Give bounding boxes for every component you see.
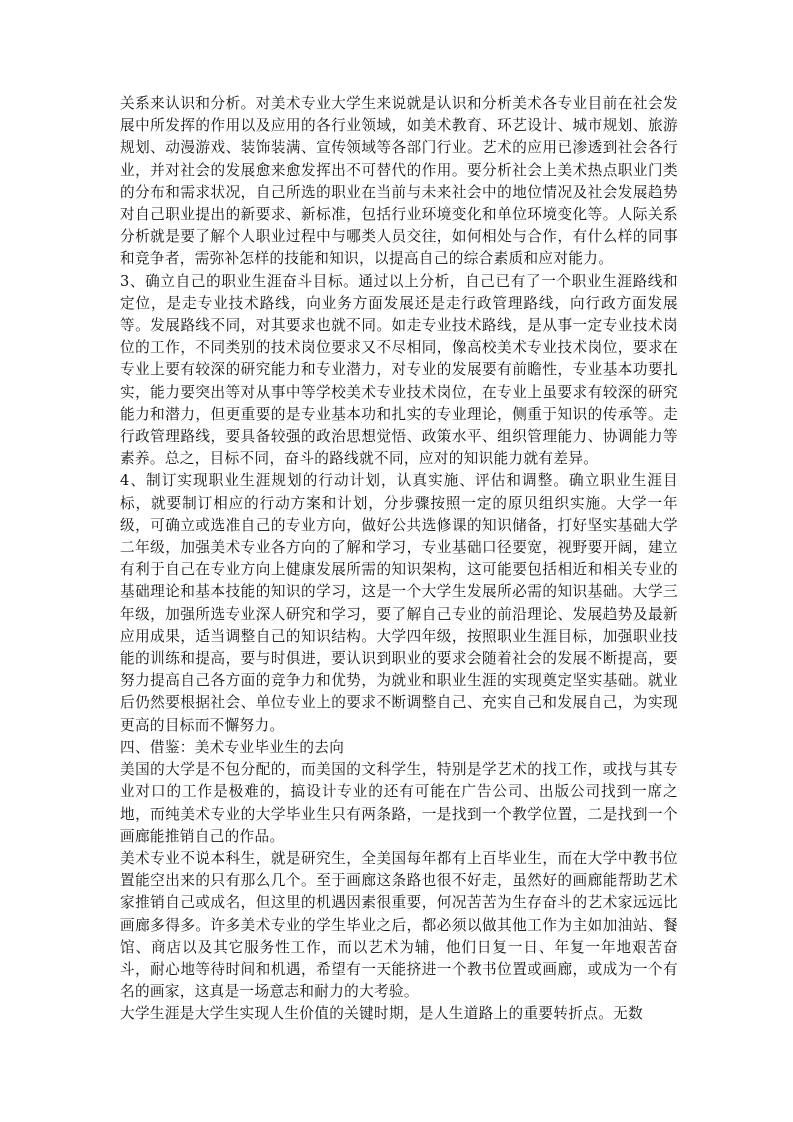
- paragraph-career-goal: 3、确立自己的职业生涯奋斗目标。通过以上分析，自己已有了一个职业生涯路线和定位，是走专业技术路线，向业务方面发展还是走行政管理路线，向行政方面发展等。发展路线不同，对其要求也就不同。如走专业技术路线，是从事一定专业技术岗位的工作，不同类别的技术岗位要求又不尽相同，像高校美术专业技术岗位，要求在专业上要有较深的研究能力和专业潜力，对专业的发展要有前瞻性，专业基本功要扎实，能力要突出等对从事中等学校美术专业技术岗位，在专业上虽要求有较深的研究能力和潜力，但更重要的是专业基本功和扎实的专业理论，侧重于知识的传承等。走行政管理路线，要具备较强的政治思想觉悟、政策水平、组织管理能力、协调能力等素养。总之，目标不同，奋斗的路线就不同，应对的知识能力就有差异。: [120, 272, 678, 468]
- paragraph-college-life: 大学生涯是大学生实现人生价值的关键时期，是人生道路上的重要转折点。无数: [120, 1005, 644, 1023]
- document-body: [120, 93, 678, 1026]
- paragraph-environment-analysis: 关系来认识和分析。对美术专业大学生来说就是认识和分析美术各专业目前在社会发展中所发挥的作用以及应用的各行业领域，如美术教育、环艺设计、城市规划、旅游规划、动漫游戏、装饰装满、宣传领域等各部门行业。艺术的应用已渗透到社会各行业，并对社会的发展愈来愈发挥出不可替代的作用。要分析社会上美术热点职业门类的分布和需求状况，自己所选的职业在当前与未来社会中的地位情况及社会发展趋势对自己职业提出的新要求、新标准，包括行业环境变化和单位环境变化等。人际关系分析就是要了解个人职业过程中与哪类人员交往，如何相处与合作，有什么样的同事和竞争者，需弥补怎样的技能和知识，以提高自己的综合素质和应对能力。: [120, 95, 678, 268]
- paragraph-action-plan: 4、制订实现职业生涯规划的行动计划，认真实施、评估和调整。确立职业生涯目标，就要制订相应的行动方案和计划，分步骤按照一定的原贝组织实施。大学一年级，可确立或选准自己的专业方向，做好公共选修课的知识储备，打好坚实基础大学二年级，加强美术专业各方向的了解和学习，专业基础口径要宽，视野要开阔，建立有利于自己在专业方向上健康发展所需的知识架构，这可能要包括相近和相关专业的基础理论和基本技能的知识的学习，这是一个大学生发展所必需的知识基础。大学三年级，加强所选专业深人研究和学习，要了解自己专业的前沿理论、发展趋势及最新应用成果，适当调整自己的知识结构。大学四年级，按照职业生涯目标，加强职业技能的训练和提高，要与时俱进，要认识到职业的要求会随着社会的发展不断提高，要努力提高自己各方面的竞争力和优势，为就业和职业生涯的实现奠定坚实基础。就业后仍然要根据社会、单位专业上的要求不断调整自己、充实自己和发展自己，为实现更高的目标而不懈努力。: [120, 472, 678, 734]
- paragraph-us-universities: 美国的大学是不包分配的，而美国的文科学生，特别是学艺术的找工作，或找与其专业对口的工作是极难的，搞设计专业的还有可能在广告公司、出版公司找到一席之地，而纯美术专业的大学毕业生只有两条路，一是找到一个教学位置，二是找到一个画廊能推销自己的作品。: [120, 761, 678, 845]
- paragraph-art-graduates: 美术专业不说本科生，就是研究生，全美国每年都有上百毕业生，而在大学中教书位置能空出来的只有那么几个。至于画廊这条路也很不好走，虽然好的画廊能帮助艺术家推销自己或成名，但这里的机遇因素很重要，何况苦苦为生存奋斗的艺术家远远比画廊多得多。许多美术专业的学生毕业之后，都必须以做其他工作为主如加油站、餐馆、商店以及其它服务性工作，而以艺术为辅，他们日复一日、年复一年地艰苦奋斗，耐心地等待时间和机遇，希望有一天能挤进一个教书位置或画廊，或成为一个有名的画家，这真是一场意志和耐力的大考验。: [120, 849, 678, 1001]
- section-heading: 四、借鉴：美术专业毕业生的去向: [120, 738, 345, 756]
